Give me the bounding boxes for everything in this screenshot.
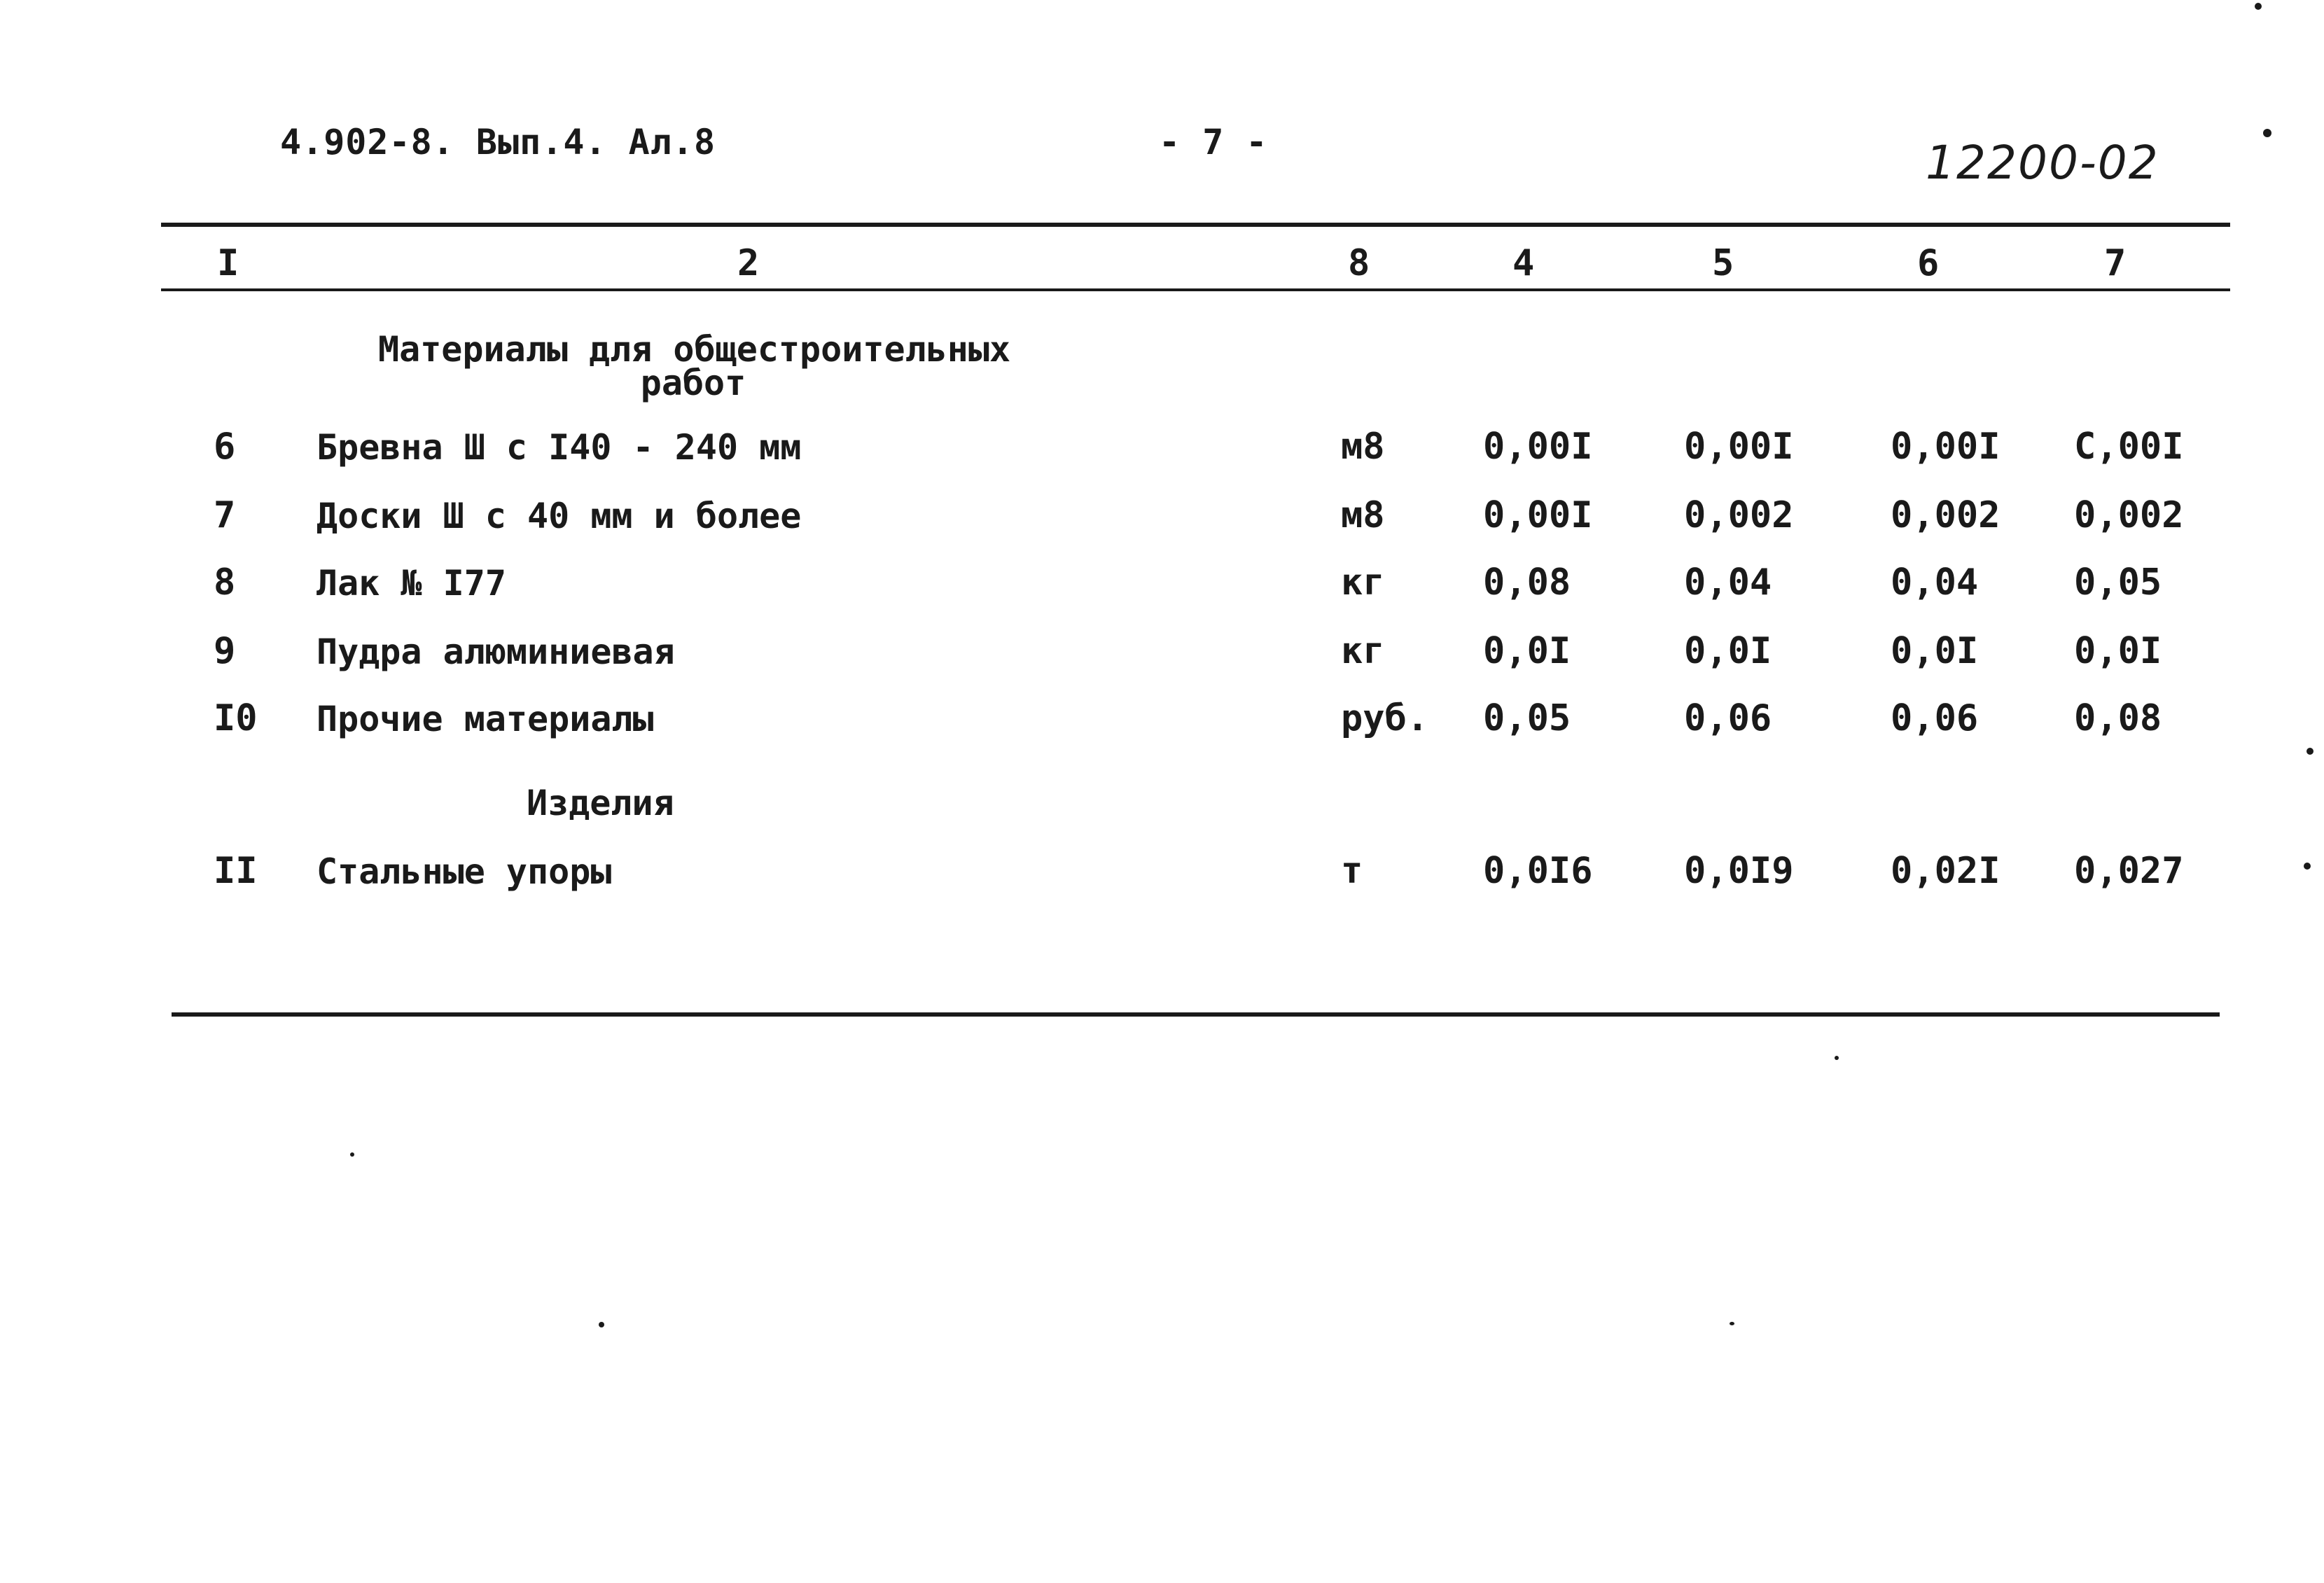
value-col6: 0,04 bbox=[1891, 562, 1979, 604]
row-number: II bbox=[214, 850, 258, 892]
unit: кг bbox=[1341, 630, 1385, 672]
scan-speck bbox=[2304, 863, 2311, 870]
document-code: 4.902-8. Вып.4. Ал.8 bbox=[280, 122, 716, 162]
value-col4: 0,0I6 bbox=[1483, 850, 1593, 892]
unit: т bbox=[1341, 850, 1363, 892]
row-number: 9 bbox=[214, 630, 236, 672]
material-name: Бревна Ш с I40 - 240 мм bbox=[316, 427, 802, 468]
value-col7: 0,05 bbox=[2074, 562, 2162, 604]
row-number: 6 bbox=[214, 426, 236, 468]
header-rule bbox=[161, 288, 2230, 291]
column-header-6: 6 bbox=[1917, 242, 1940, 284]
section-heading-products: Изделия bbox=[527, 783, 674, 823]
column-header-7: 7 bbox=[2104, 242, 2127, 284]
value-col7: 0,002 bbox=[2074, 494, 2184, 536]
column-header-2: 2 bbox=[737, 242, 760, 284]
section-heading-materials-line1: Материалы для общестроительных bbox=[378, 329, 1011, 370]
scan-speck bbox=[1730, 1322, 1734, 1325]
value-col6: 0,00I bbox=[1891, 426, 2001, 468]
value-col6: 0,002 bbox=[1891, 494, 2001, 536]
page-number: - 7 - bbox=[1159, 122, 1268, 162]
column-header-3: 8 bbox=[1348, 242, 1370, 284]
scan-speck bbox=[2263, 129, 2271, 137]
value-col4: 0,00I bbox=[1483, 494, 1593, 536]
row-number: I0 bbox=[214, 697, 258, 739]
value-col6: 0,02I bbox=[1891, 850, 2001, 892]
material-name: Пудра алюминиевая bbox=[316, 632, 675, 672]
value-col4: 0,00I bbox=[1483, 426, 1593, 468]
material-name: Прочие материалы bbox=[316, 699, 654, 739]
material-name: Лак № I77 bbox=[316, 563, 506, 604]
handwritten-note: 12200-02 bbox=[1926, 136, 2159, 190]
bottom-rule bbox=[172, 1012, 2220, 1017]
value-col5: 0,06 bbox=[1684, 697, 1772, 739]
value-col7: 0,0I bbox=[2074, 630, 2162, 672]
value-col5: 0,0I9 bbox=[1684, 850, 1794, 892]
column-header-1: I bbox=[217, 242, 239, 284]
value-col5: 0,0I bbox=[1684, 630, 1772, 672]
value-col5: 0,002 bbox=[1684, 494, 1794, 536]
unit: м8 bbox=[1341, 494, 1385, 536]
unit: м8 bbox=[1341, 426, 1385, 468]
scan-speck bbox=[1835, 1056, 1839, 1060]
value-col6: 0,0I bbox=[1891, 630, 1979, 672]
top-rule bbox=[161, 223, 2230, 227]
section-heading-materials-line2: работ bbox=[640, 363, 746, 403]
row-number: 8 bbox=[214, 562, 236, 604]
value-col4: 0,08 bbox=[1483, 562, 1571, 604]
scan-speck bbox=[2255, 3, 2262, 10]
value-col6: 0,06 bbox=[1891, 697, 1979, 739]
value-col4: 0,0I bbox=[1483, 630, 1571, 672]
row-number: 7 bbox=[214, 494, 236, 536]
unit: кг bbox=[1341, 562, 1385, 604]
value-col4: 0,05 bbox=[1483, 697, 1571, 739]
scan-speck bbox=[2306, 748, 2313, 755]
value-col7: 0,08 bbox=[2074, 697, 2162, 739]
product-name: Стальные упоры bbox=[316, 851, 612, 892]
scan-speck bbox=[350, 1152, 354, 1157]
value-col5: 0,04 bbox=[1684, 562, 1772, 604]
column-header-5: 5 bbox=[1712, 242, 1734, 284]
scan-speck bbox=[599, 1322, 604, 1327]
column-header-4: 4 bbox=[1512, 242, 1535, 284]
material-name: Доски Ш с 40 мм и более bbox=[316, 496, 802, 536]
value-col7: 0,027 bbox=[2074, 850, 2184, 892]
value-col5: 0,00I bbox=[1684, 426, 1794, 468]
value-col7: С,00I bbox=[2074, 426, 2184, 468]
unit: руб. bbox=[1341, 697, 1429, 739]
